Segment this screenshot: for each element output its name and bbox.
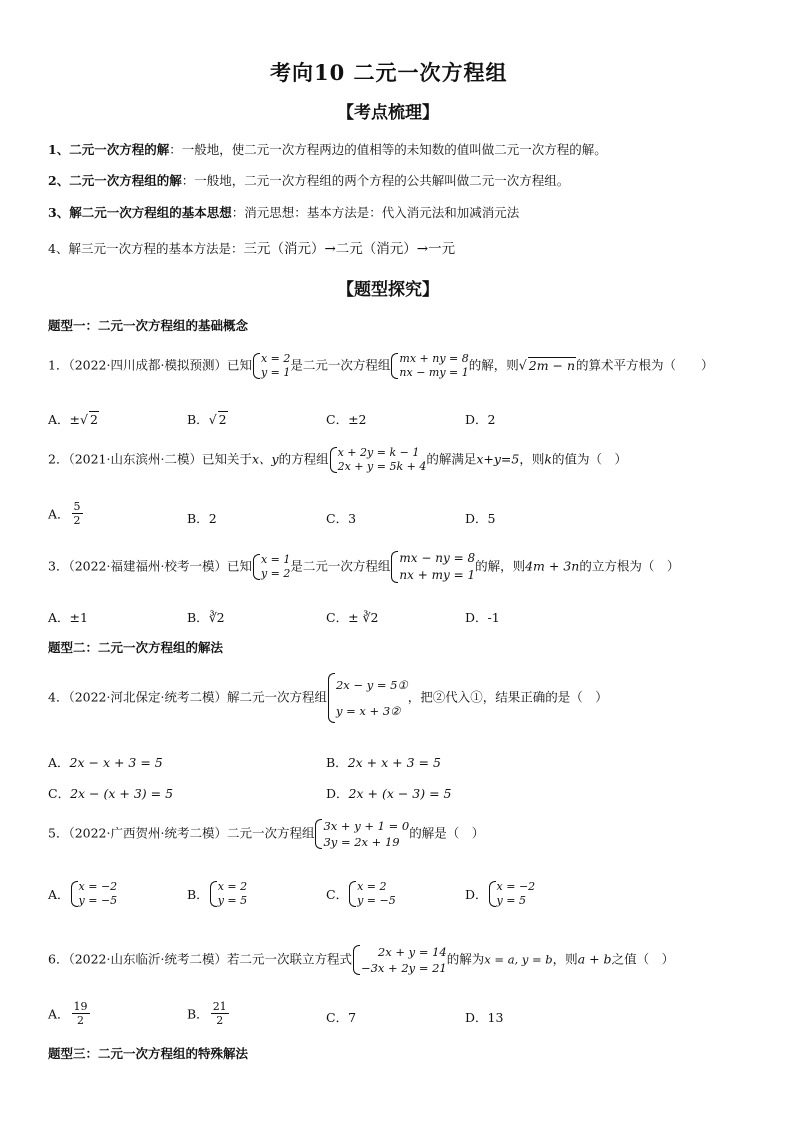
q5-option-b[interactable] (187, 880, 247, 908)
q2-option-b[interactable] (187, 509, 217, 527)
q3-option-d[interactable] (465, 608, 500, 626)
q3-option-b[interactable] (187, 608, 225, 626)
option-system (348, 880, 396, 908)
q3-source: 3．（2022·福建福州·校考一模）已知 (48, 558, 252, 574)
q5-text: 的解是（ ） (409, 825, 485, 841)
q2-condition: x+y=5 (476, 451, 520, 467)
type-heading-3: 题型三：二元一次方程组的特殊解法 (48, 1046, 249, 1061)
option-label: B． (187, 412, 209, 427)
sys-line: x = 2 (357, 880, 387, 893)
q2-source: 2．（2021·山东滨州·二模）已知关于 (48, 451, 252, 467)
option-label: B． (326, 755, 348, 770)
option-label: A． (48, 412, 70, 427)
option-text: 13 (487, 1010, 504, 1025)
sys-line: −3x + 2y = 21 (360, 961, 447, 975)
sys-line: mx − ny = 8 (399, 551, 476, 565)
point-head: 1、二元一次方程的解 (48, 142, 170, 157)
option-label: B． (187, 511, 209, 526)
option-label: A． (48, 610, 70, 625)
option-label: A． (48, 506, 70, 522)
option-text: 7 (348, 1010, 357, 1025)
q6-option-b[interactable] (187, 1000, 231, 1027)
q1-option-a[interactable] (48, 410, 99, 428)
option-fraction (211, 1000, 229, 1027)
q4-option-a[interactable] (48, 753, 163, 771)
sqrt-icon: √ (80, 412, 88, 427)
option-text: 2x − (x + 3) = 5 (70, 786, 174, 801)
q4-option-b[interactable] (326, 753, 441, 771)
question-5 (48, 818, 484, 850)
q2-text: 的解满足 (426, 451, 477, 467)
sys-line: x = −2 (496, 880, 536, 893)
sys-line: x = −2 (78, 880, 118, 893)
sys-line: y = −5 (78, 894, 118, 907)
option-label: B． (187, 1006, 209, 1022)
sys-line: 2x − y = 5① (335, 678, 408, 692)
option-text: 3 (348, 511, 357, 526)
page-title: 考向10 二元一次方程组 (270, 60, 508, 85)
q3-option-a[interactable] (48, 608, 88, 626)
q3-text: 是二元一次方程组 (290, 558, 391, 574)
option-label: C． (326, 610, 349, 625)
option-text: 2x + x + 3 = 5 (347, 755, 441, 770)
q1-source: 1．（2022·四川成都·模拟预测）已知 (48, 357, 252, 373)
option-text: 2 (208, 511, 217, 526)
point-body: ：消元思想：基本方法是：代入消元法和加减消元法 (231, 205, 520, 220)
q2-text: ，则 (519, 451, 545, 467)
q4-text: ，把②代入①，结果正确的是（ ） (407, 689, 608, 705)
sys-line: 3x + y + 1 = 0 (323, 819, 410, 833)
type-heading-2: 题型二：二元一次方程组的解法 (48, 640, 224, 655)
sys-line: 3y = 2x + 19 (323, 835, 400, 849)
q3-text: 的解，则 (475, 558, 526, 574)
q1-radicand: 2m − n (528, 357, 576, 373)
section-heading-knowledge: 【考点梳理】 (337, 103, 439, 123)
option-label: D． (465, 610, 488, 625)
sys-line: y = 5 (496, 894, 526, 907)
option-text: -1 (487, 610, 500, 625)
q3-expression: 4m + 3n (525, 558, 580, 574)
option-system (209, 880, 247, 908)
option-text: 2x + (x − 3) = 5 (348, 786, 452, 801)
numerator: 21 (212, 1000, 227, 1013)
q2-equation-system (329, 446, 427, 474)
q2-option-a[interactable] (48, 500, 85, 527)
q3-option-c[interactable] (326, 608, 378, 626)
numerator: 19 (73, 1000, 88, 1013)
numerator: 5 (73, 500, 81, 513)
option-label: D． (465, 1010, 488, 1025)
sys-line: 2x + y = 14 (377, 945, 447, 959)
q4-option-d[interactable] (326, 784, 452, 802)
sys-line: x = 2 (217, 880, 248, 893)
q5-equation-system (314, 818, 409, 850)
sys-line: x = 2 (260, 352, 291, 365)
sys-line: y = 1 (260, 366, 291, 379)
question-3 (48, 550, 679, 584)
q3-solution-system (252, 553, 290, 581)
q6-solution: x = a, y = b (484, 952, 553, 967)
option-label: C． (326, 412, 349, 427)
point-head: 2、二元一次方程组的解 (48, 173, 182, 188)
sys-line: x + 2y = k − 1 (337, 446, 420, 459)
type-heading-1: 题型一：二元一次方程组的基础概念 (48, 318, 249, 333)
q1-text: 的解，则 (468, 357, 519, 373)
option-text: ±2 (348, 412, 367, 427)
option-label: D． (326, 786, 349, 801)
q2-k: k (544, 451, 552, 467)
option-system (70, 880, 118, 908)
q2-vars: x、y (251, 451, 279, 467)
q2-text: 的方程组 (278, 451, 329, 467)
option-radicand: 2 (89, 412, 98, 427)
q2-option-d[interactable] (465, 509, 495, 527)
q5-option-d[interactable] (465, 880, 535, 908)
option-label: D． (465, 412, 488, 427)
option-text: 5 (487, 511, 496, 526)
option-system (488, 880, 536, 908)
option-label: C． (326, 511, 349, 526)
question-4 (48, 672, 608, 724)
q6-expression: a + b (577, 951, 612, 967)
q1-text: 是二元一次方程组 (290, 357, 391, 373)
option-label: D． (465, 511, 488, 526)
option-text: 2 (487, 412, 496, 427)
q2-option-c[interactable] (326, 509, 356, 527)
q5-option-c[interactable] (326, 880, 396, 908)
sys-line: y = −5 (357, 894, 396, 907)
knowledge-point-1 (48, 140, 607, 158)
q6-text: 的解为 (446, 951, 485, 967)
denominator: 2 (77, 1014, 85, 1027)
section-heading-types: 【题型探究】 (337, 280, 439, 300)
question-6 (48, 944, 674, 976)
sqrt-icon: √ (208, 412, 217, 427)
q3-text: 的立方根为（ ） (579, 558, 680, 574)
q1-text: 的算术平方根为（ ） (576, 357, 714, 373)
option-label: B． (187, 610, 209, 625)
q5-option-a[interactable] (48, 880, 117, 908)
sys-line: nx − my = 1 (399, 366, 469, 379)
sys-line: mx + ny = 8 (399, 352, 469, 365)
sys-line: 2x + y = 5k + 4 (337, 460, 427, 473)
option-label: C． (48, 786, 71, 801)
option-label: A． (48, 1006, 70, 1022)
q4-equation-system (327, 672, 408, 724)
denominator: 2 (73, 514, 81, 527)
option-fraction (72, 500, 83, 527)
q4-option-c[interactable] (48, 784, 173, 802)
option-text: 2x − x + 3 = 5 (69, 755, 163, 770)
q6-text: 之值（ ） (611, 951, 675, 967)
sys-line: y = 2 (260, 567, 291, 580)
question-2 (48, 446, 627, 474)
q1-solution-system (252, 352, 290, 380)
option-label: A． (48, 887, 70, 902)
denominator: 2 (216, 1014, 224, 1027)
q6-option-d[interactable] (465, 1008, 503, 1026)
option-radicand: 2 (218, 412, 227, 427)
point-body: ：一般地，使二元一次方程两边的值相等的未知数的值叫做二元一次方程的解。 (169, 142, 607, 157)
q1-option-b[interactable] (187, 410, 228, 428)
option-label: D． (465, 887, 488, 902)
sys-line: x = 1 (260, 553, 291, 566)
q1-equation-system (390, 352, 468, 380)
point-head: 4、解三元一次方程的基本方法是： (48, 241, 244, 256)
point-head: 3、解二元一次方程组的基本思想 (48, 205, 232, 220)
q6-option-c[interactable] (326, 1008, 356, 1026)
q6-option-a[interactable] (48, 1000, 92, 1027)
option-label: C． (326, 1010, 349, 1025)
option-label: B． (187, 887, 209, 902)
point-body: 三元（消元）→二元（消元）→一元 (243, 241, 456, 257)
q6-text: ，则 (552, 951, 578, 967)
q1-option-d[interactable] (465, 410, 495, 428)
option-sign: ± (69, 412, 81, 427)
question-1: 1．（2022·四川成都·模拟预测）已知 x = 2 y = 1 是二元一次方程组 mx + ny = 8 nx − my = 1 的解，则√ 2m − n的算术平方根为（ ） (48, 352, 714, 379)
option-text: ± ∛2 (348, 610, 379, 625)
q3-equation-system (390, 550, 475, 584)
option-label: C． (326, 887, 349, 902)
sys-line: y = 5 (217, 894, 248, 907)
option-text: ±1 (69, 610, 88, 625)
option-label: A． (48, 755, 70, 770)
point-body: ：一般地，二元一次方程组的两个方程的公共解叫做二元一次方程组。 (181, 173, 570, 188)
q1-option-c[interactable] (326, 410, 367, 428)
option-text: ∛2 (208, 610, 225, 625)
knowledge-point-2 (48, 171, 569, 189)
sys-line: nx + my = 1 (399, 568, 476, 582)
q6-source: 6．（2022·山东临沂·统考二模）若二元一次联立方程式 (48, 951, 352, 967)
q4-source: 4．（2022·河北保定·统考二模）解二元一次方程组 (48, 689, 327, 705)
q6-equation-system (352, 944, 447, 976)
q2-text: 的值为（ ） (551, 451, 627, 467)
sys-line: y = x + 3② (335, 704, 401, 718)
knowledge-point-3 (48, 203, 519, 221)
q5-source: 5．（2022·广西贺州·统考二模）二元一次方程组 (48, 825, 315, 841)
option-fraction (72, 1000, 90, 1027)
knowledge-point-4 (48, 237, 455, 257)
